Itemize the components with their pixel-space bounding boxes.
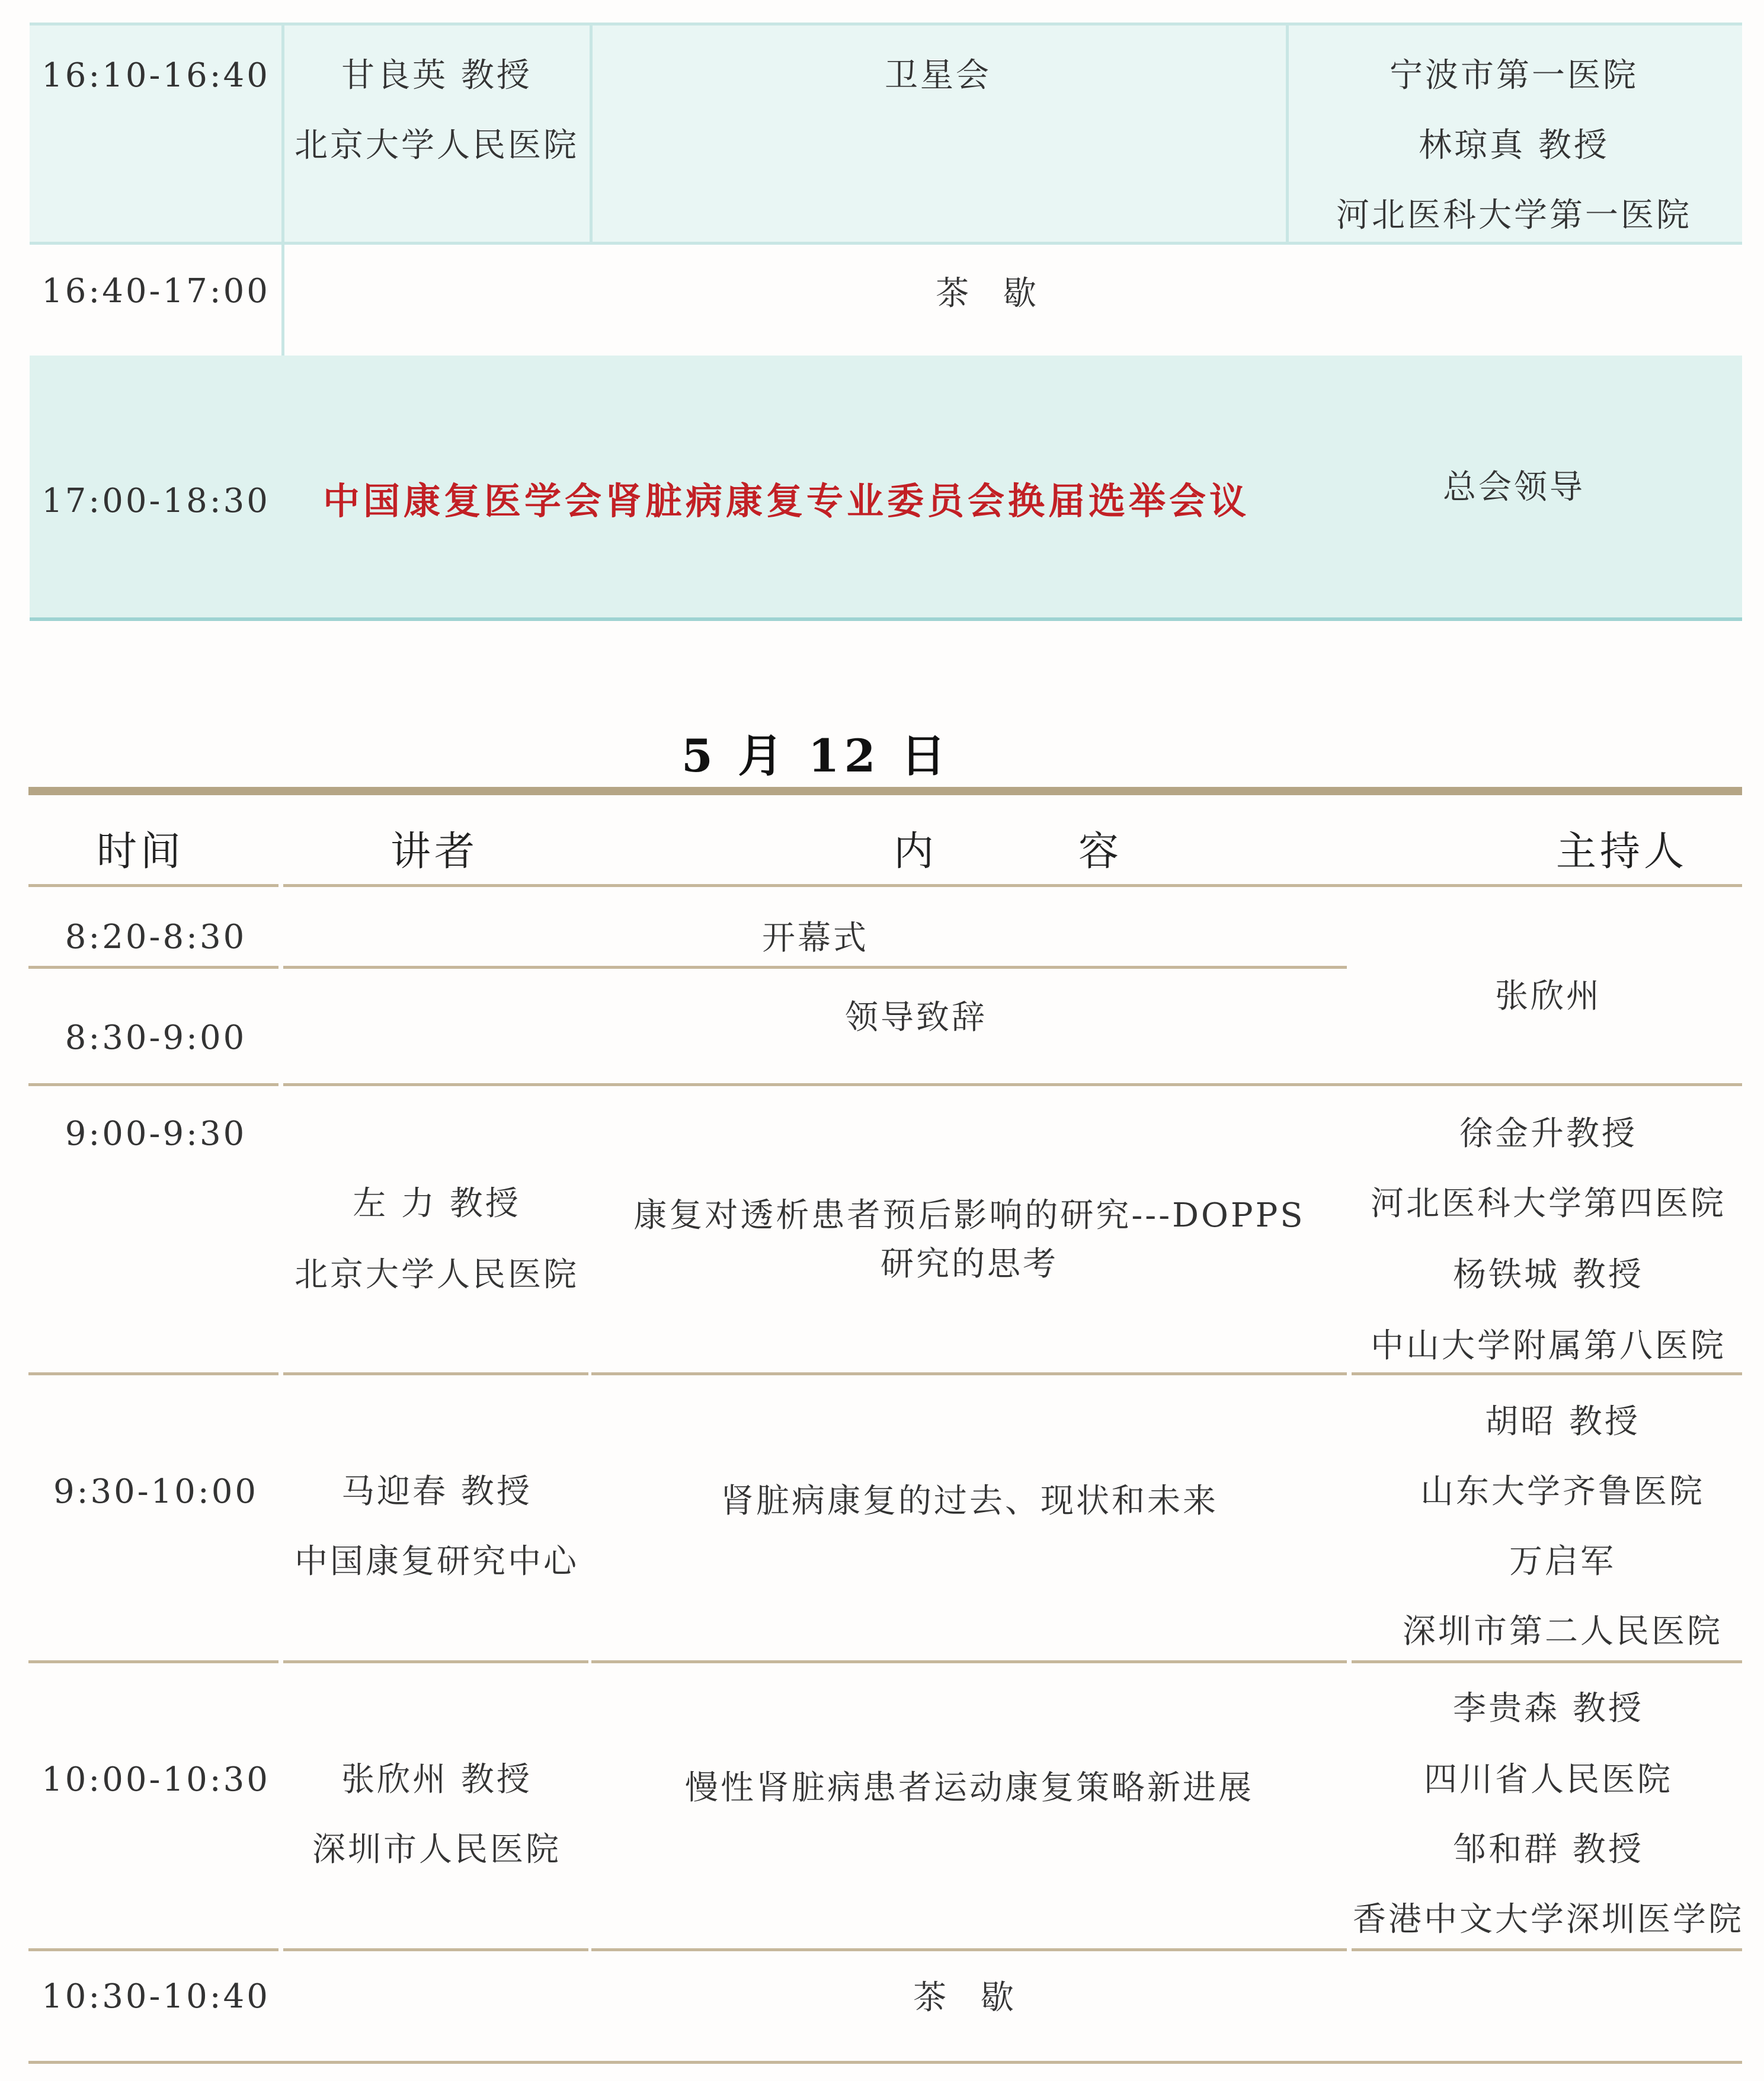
host-line: 杨铁城 教授 xyxy=(1453,1256,1644,1294)
speaker-org: 中国康复研究中心 xyxy=(294,1542,579,1581)
day1-row2-bg xyxy=(30,243,1742,356)
day2-rule xyxy=(28,1372,278,1375)
day1-row1-host: 林琼真 教授 xyxy=(1419,126,1609,165)
host-line: 邹和群 教授 xyxy=(1453,1830,1644,1869)
day2-rule xyxy=(28,884,278,887)
day2-row-time: 8:20-8:30 xyxy=(65,918,247,956)
day2-rule-bottom xyxy=(28,2061,1742,2064)
day2-row-time: 9:00-9:30 xyxy=(65,1115,247,1153)
day1-row3-time: 17:00-18:30 xyxy=(41,482,270,520)
day1-col-divider xyxy=(281,24,284,356)
opening-ceremony-label: 开幕式 xyxy=(762,919,869,958)
talk-title: 慢性肾脏病患者运动康复策略新进展 xyxy=(685,1769,1254,1807)
host-line: 徐金升教授 xyxy=(1459,1115,1637,1153)
host-line: 李贵森 教授 xyxy=(1453,1689,1644,1728)
day1-row1-speaker-org: 北京大学人民医院 xyxy=(294,126,579,165)
speaker-name: 左 力 教授 xyxy=(353,1184,521,1223)
day2-rule xyxy=(283,1948,588,1951)
host-line: 香港中文大学深圳医学院 xyxy=(1353,1900,1744,1939)
day1-row1-speaker-name: 甘良英 教授 xyxy=(341,56,532,95)
day2-rule xyxy=(591,1372,1347,1375)
day1-col-divider xyxy=(1286,24,1289,243)
day1-row3-host: 总会领导 xyxy=(1443,468,1585,507)
header-time: 时间 xyxy=(96,828,185,875)
day2-rule xyxy=(283,1660,588,1663)
day1-rule-bottom xyxy=(30,617,1742,621)
day2-rule xyxy=(1352,1660,1742,1663)
day2-rule xyxy=(28,1083,278,1086)
day1-row1-host: 宁波市第一医院 xyxy=(1390,56,1638,95)
host-line: 四川省人民医院 xyxy=(1424,1760,1673,1799)
header-speaker: 讲者 xyxy=(390,828,479,875)
tea-break-label: 茶 歇 xyxy=(913,1978,1026,2017)
speaker-org: 深圳市人民医院 xyxy=(312,1830,561,1869)
day2-row-time: 10:30-10:40 xyxy=(41,1977,270,2016)
day2-date-heading: 5 月 12 日 xyxy=(681,729,951,782)
header-host: 主持人 xyxy=(1555,828,1688,875)
talk-title: 肾脏病康复的过去、现状和未来 xyxy=(721,1482,1218,1520)
day2-rule xyxy=(28,1660,278,1663)
day2-rule xyxy=(283,966,1347,969)
day2-rule xyxy=(283,884,1742,887)
day2-row-time: 8:30-9:00 xyxy=(65,1019,247,1057)
day1-rule xyxy=(30,242,1742,245)
talk-title: 研究的思考 xyxy=(881,1245,1058,1283)
header-content-b: 容 xyxy=(1078,828,1123,875)
leader-speech-label: 领导致辞 xyxy=(845,998,987,1037)
host-line: 中山大学附属第八医院 xyxy=(1371,1327,1726,1365)
host-line: 河北医科大学第四医院 xyxy=(1371,1184,1726,1223)
speaker-name: 马迎春 教授 xyxy=(341,1472,532,1511)
host-line: 深圳市第二人民医院 xyxy=(1403,1612,1723,1651)
day1-row2-content: 茶 歇 xyxy=(936,274,1048,313)
host-line: 万启军 xyxy=(1509,1542,1616,1581)
speaker-org: 北京大学人民医院 xyxy=(294,1256,579,1294)
day2-rule xyxy=(283,1083,1742,1086)
host-line: 山东大学齐鲁医院 xyxy=(1420,1472,1705,1511)
day2-row-time: 10:00-10:30 xyxy=(41,1760,270,1799)
talk-title: 康复对透析患者预后影响的研究---DOPPS xyxy=(633,1196,1305,1235)
opening-host: 张欣州 xyxy=(1495,977,1602,1016)
day1-row1-time: 16:10-16:40 xyxy=(41,56,270,95)
day2-rule xyxy=(591,1948,1347,1951)
host-line: 胡昭 教授 xyxy=(1485,1403,1640,1441)
day1-rule xyxy=(30,23,1742,25)
day2-rule xyxy=(1352,1372,1742,1375)
day1-election-meeting-title: 中国康复医学会肾脏病康复专业委员会换届选举会议 xyxy=(322,479,1250,523)
day1-row2-time: 16:40-17:00 xyxy=(41,272,270,310)
day2-rule xyxy=(283,1372,588,1375)
day1-row1-content: 卫星会 xyxy=(885,56,991,95)
day2-rule xyxy=(591,1660,1347,1663)
day2-row-time: 9:30-10:00 xyxy=(53,1472,259,1511)
header-content-a: 内 xyxy=(893,828,938,875)
day2-top-rule xyxy=(28,787,1742,795)
day2-rule xyxy=(28,1948,278,1951)
day2-rule xyxy=(1352,1948,1742,1951)
speaker-name: 张欣州 教授 xyxy=(341,1760,532,1799)
day1-row1-host: 河北医科大学第一医院 xyxy=(1336,196,1692,235)
day1-col-divider xyxy=(590,24,593,243)
day2-rule xyxy=(28,966,278,969)
